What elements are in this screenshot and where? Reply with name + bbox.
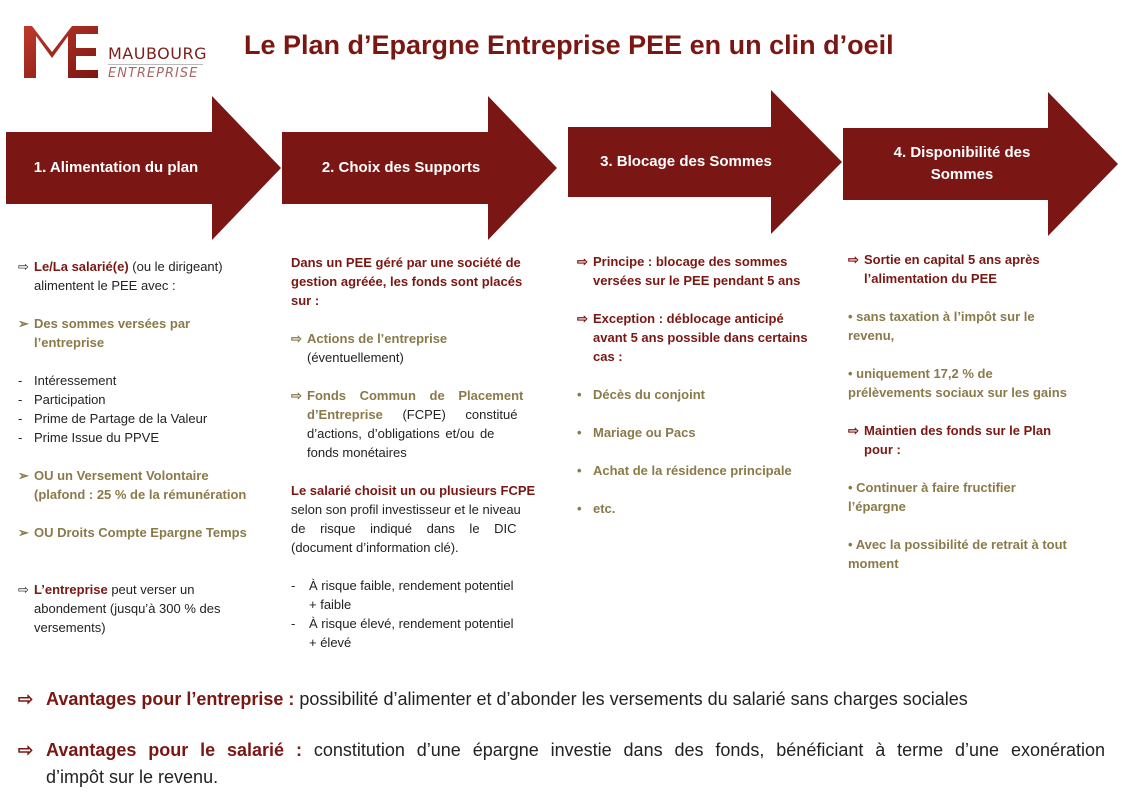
avantages-salarie-text-2: d’impôt sur le revenu.: [46, 767, 219, 787]
outline-right-arrow-icon: ⇨: [18, 582, 29, 597]
prelevements-line1: uniquement 17,2 % de: [856, 366, 993, 381]
round-bullet-icon: •: [848, 480, 857, 495]
footer-avantages-entreprise: [18, 686, 1108, 713]
choix-fcpe-title: Le salarié choisit un ou plusieurs FCPE: [291, 483, 536, 498]
round-bullet-icon: •: [577, 387, 582, 402]
outline-right-arrow-icon: ⇨: [848, 423, 859, 438]
choix-fcpe-line3: de risque indiqué dans le DIC: [291, 521, 517, 536]
sans-taxation-line1: sans taxation à l’impôt sur le: [856, 309, 1035, 324]
column-disponibilite: [848, 250, 1103, 573]
actions-entreprise-note: (éventuellement): [307, 350, 404, 365]
sans-taxation-line2: revenu,: [848, 328, 895, 343]
retrait-line2: moment: [848, 556, 899, 571]
step-arrow-1: [6, 96, 281, 240]
risque-faible-line1: À risque faible, rendement potentiel: [309, 578, 514, 593]
step-arrow-4-label-line2: Sommes: [930, 166, 994, 183]
outline-right-arrow-icon: ⇨: [18, 689, 34, 709]
fcpe-desc-1: (FCPE) constitué: [382, 407, 518, 422]
step-arrow-1-label: 1. Alimentation du plan: [33, 159, 199, 176]
list-item: • Décès du conjoint: [577, 387, 705, 402]
list-item: - Intéressement: [18, 373, 117, 388]
footer-avantages-salarie: [18, 737, 1105, 791]
sommes-versees-line2: l’entreprise: [34, 335, 105, 350]
outline-right-arrow-icon: ⇨: [848, 252, 859, 267]
exception-line2: avant 5 ans possible dans certains: [593, 330, 808, 345]
supports-intro-line3: sur :: [291, 293, 320, 308]
versement-volontaire-line2: (plafond : 25 % de la rémunération: [34, 487, 247, 502]
maintien-line2: pour :: [864, 442, 901, 457]
choix-fcpe-line4: (document d’information clé).: [291, 540, 459, 555]
avantages-salarie-label: Avantages pour le salarié :: [46, 740, 302, 760]
sortie-capital-line2: l’alimentation du PEE: [864, 271, 997, 286]
round-bullet-icon: •: [577, 501, 582, 516]
supports-intro-line1: Dans un PEE géré par une société de: [291, 255, 521, 270]
list-item: • Achat de la résidence principale: [577, 463, 792, 478]
abondement-text-3: versements): [34, 620, 106, 635]
alimentation-list: [18, 371, 273, 447]
fructifier-line2: l’épargne: [848, 499, 906, 514]
checkmark-arrow-icon: ➢: [18, 525, 29, 540]
principe-line2: versées sur le PEE pendant 5 ans: [593, 273, 801, 288]
outline-right-arrow-icon: ⇨: [577, 254, 588, 269]
risque-eleve-line1: À risque élevé, rendement potentiel: [309, 616, 514, 631]
entreprise-label: L’entreprise: [34, 582, 108, 597]
supports-intro-line2: gestion agréée, les fonds sont placés: [291, 274, 523, 289]
column-alimentation: [18, 257, 273, 637]
retrait-line1: Avec la possibilité de retrait à tout: [855, 537, 1067, 552]
sortie-capital-line1: Sortie en capital 5 ans après: [864, 252, 1040, 267]
sommes-versees-line1: Des sommes versées par: [34, 316, 191, 331]
list-item: - Participation: [18, 392, 106, 407]
list-item: • etc.: [577, 501, 616, 516]
step-arrow-3-label: 3. Blocage des Sommes: [600, 153, 772, 170]
risque-faible-line2: + faible: [309, 597, 352, 612]
salarie-text-1: (ou le dirigeant): [128, 259, 223, 274]
outline-right-arrow-icon: ⇨: [577, 311, 588, 326]
page-title: Le Plan d’Epargne Entreprise PEE en un clin d’oeil: [244, 30, 894, 60]
fcpe-desc-3: fonds monétaires: [307, 445, 407, 460]
column-blocage: [577, 252, 832, 518]
salarie-label: Le/La salarié(e): [34, 259, 129, 274]
exception-line1: Exception : déblocage anticipé: [593, 311, 784, 326]
compte-epargne-temps: OU Droits Compte Epargne Temps: [34, 525, 247, 540]
outline-right-arrow-icon: ⇨: [291, 331, 302, 346]
choix-fcpe-line2: selon son profil investisseur et le niveau: [291, 502, 521, 517]
outline-right-arrow-icon: ⇨: [291, 388, 302, 403]
column-supports: Dans un PEE géré par une société de gestion agréée, les fonds sont placés sur : ⇨ Actions de l’entreprise (éventuellement) ⇨ Fonds Commun de Placement d’Entreprise (FCPE) constitué d’actions, d’obligations et/ou de fonds monétaires Le salarié choisit un ou plusieurs FCPE selon son profil investisseur et le niveau de risque indiqué dans le DIC (document d’information clé). - À risque faible, rendement potentiel + faible - À risque élevé, rendement potentiel + élevé: [291, 253, 549, 652]
step-arrow-4-label: [843, 142, 1081, 186]
avantages-entreprise-label: Avantages pour l’entreprise :: [46, 689, 295, 709]
versement-volontaire-line1: OU un Versement Volontaire: [34, 468, 209, 483]
risque-eleve-line2: + élevé: [309, 635, 352, 650]
actions-entreprise: Actions de l’entreprise: [307, 331, 448, 346]
fcpe-line1: Fonds Commun de Placement: [307, 388, 524, 403]
exception-line3: cas :: [593, 349, 623, 364]
abondement-text-2: abondement (jusqu’à 300 % des: [34, 601, 221, 616]
outline-right-arrow-icon: ⇨: [18, 259, 29, 274]
logo-subtitle: ENTREPRISE: [108, 64, 203, 81]
salarie-text-2: alimentent le PEE avec :: [34, 278, 176, 293]
avantages-salarie-text-1: constitution d’une épargne investie dans des fonds, bénéficiant à terme d’une exonération: [301, 740, 1106, 760]
step-arrow-3: [568, 90, 842, 234]
prelevements-line2: prélèvements sociaux sur les gains: [848, 385, 1067, 400]
round-bullet-icon: •: [577, 463, 582, 478]
step-arrow-2: [282, 96, 557, 240]
principe-line1: Principe : blocage des sommes: [593, 254, 788, 269]
logo-wordmark: MAUBOURG: [108, 44, 207, 63]
list-item: • Mariage ou Pacs: [577, 425, 696, 440]
round-bullet-icon: •: [848, 366, 857, 381]
avantages-entreprise-text: possibilité d’alimenter et d’abonder les versements du salarié sans charges sociales: [294, 689, 968, 709]
checkmark-arrow-icon: ➢: [18, 468, 29, 483]
round-bullet-icon: •: [848, 537, 856, 552]
step-arrow-2-label: 2. Choix des Supports: [321, 159, 481, 176]
round-bullet-icon: •: [848, 309, 857, 324]
round-bullet-icon: •: [577, 425, 582, 440]
fcpe-line2: d’Entreprise: [307, 407, 383, 422]
checkmark-arrow-icon: ➢: [18, 316, 29, 331]
abondement-text-1: peut verser un: [107, 582, 195, 597]
outline-right-arrow-icon: ⇨: [18, 740, 34, 760]
fcpe-desc-2: d’actions, d’obligations et/ou de: [307, 426, 495, 441]
list-item: - Prime de Partage de la Valeur: [18, 411, 208, 426]
list-item: - Prime Issue du PPVE: [18, 430, 159, 445]
step-arrow-4: [843, 92, 1118, 236]
logo-mark-icon: [22, 22, 102, 80]
maintien-line1: Maintien des fonds sur le Plan: [864, 423, 1052, 438]
step-arrow-4-label-line1: 4. Disponibilité des: [893, 144, 1031, 161]
company-logo: [22, 22, 207, 82]
fructifier-line1: Continuer à faire fructifier: [856, 480, 1016, 495]
